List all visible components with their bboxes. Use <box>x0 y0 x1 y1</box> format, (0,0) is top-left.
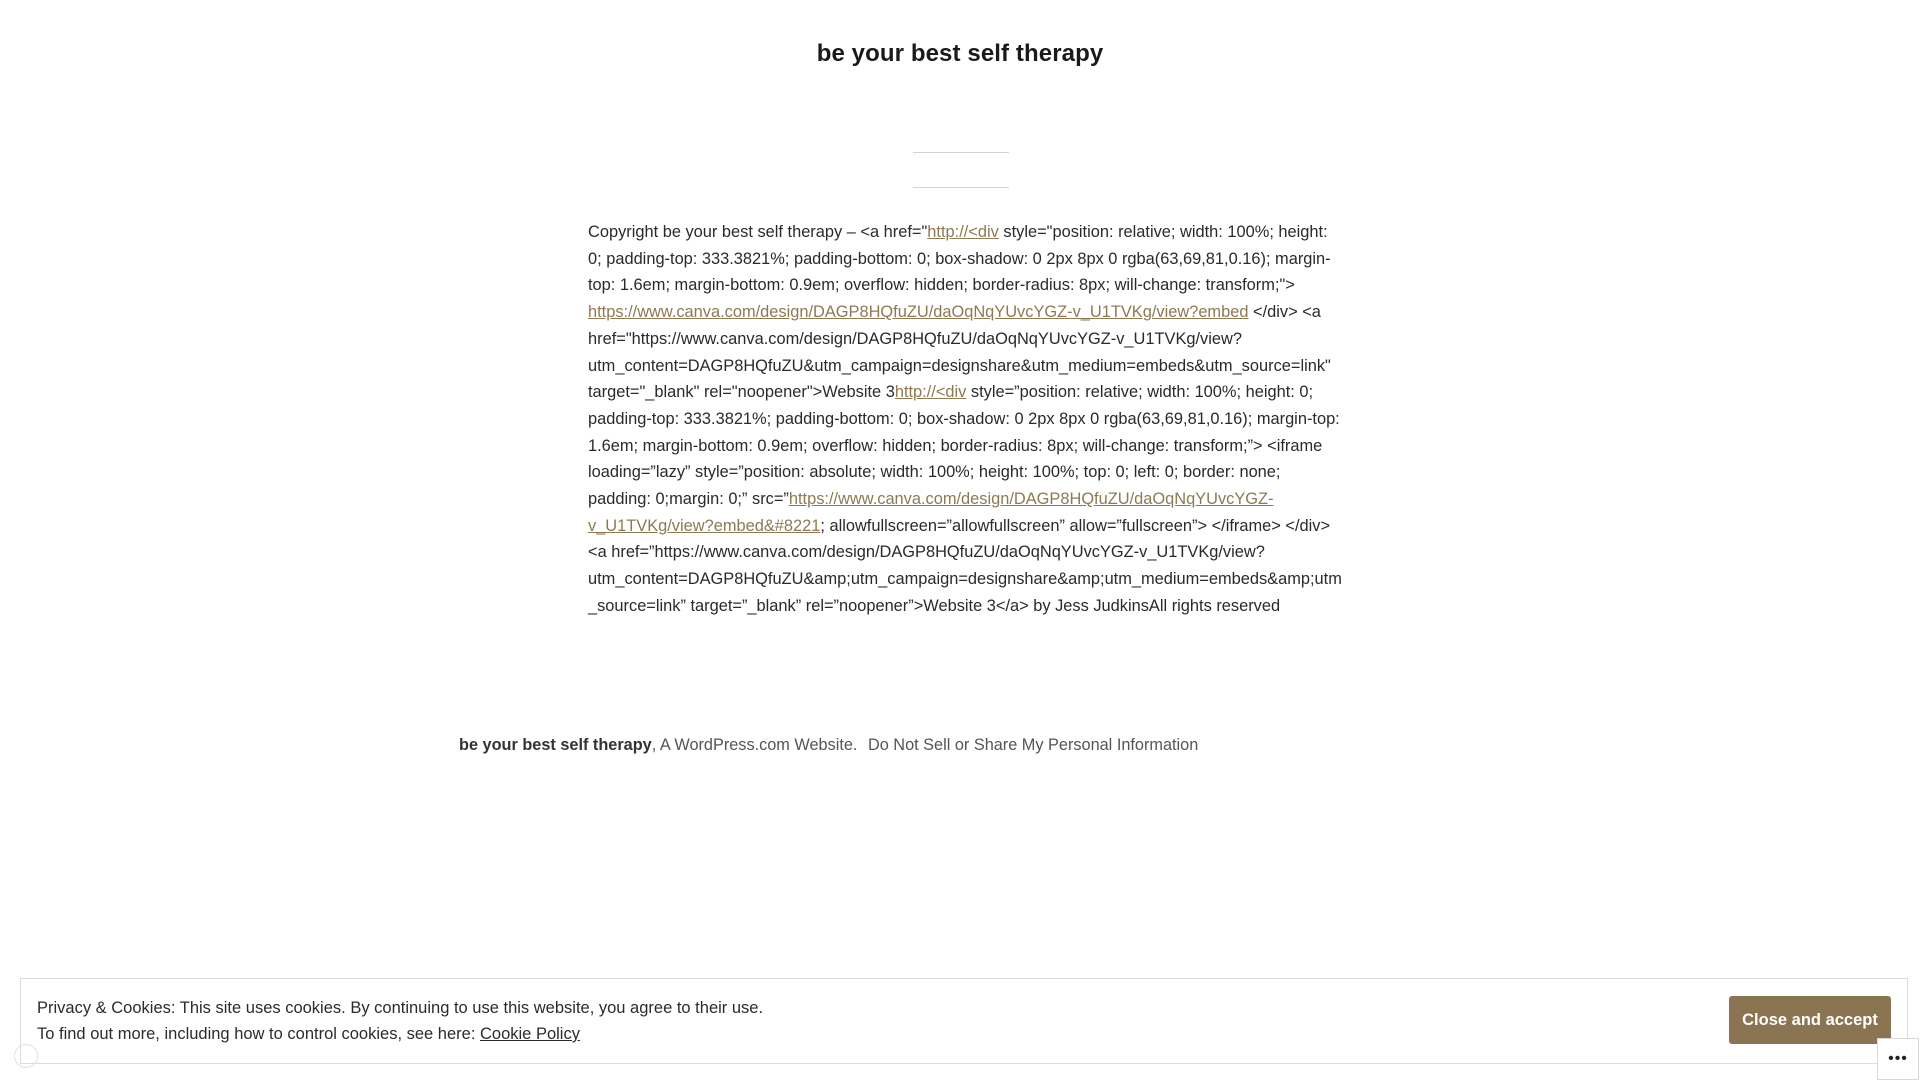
ellipsis-icon: ••• <box>1888 1050 1908 1067</box>
footer-site-link[interactable]: be your best self therapy <box>459 736 652 754</box>
entry-text-3: </div> <a href="https://www.canva.com/design/DAGP8HQfuZU/daOqNqYUvcYGZ-v_U1TVKg/view?utm_content=DAGP8HQfuZU&utm_campaign=designshare&utm_medium=embeds&utm_source=link" target="_blank" rel="noopener">Website 3 <box>588 303 1331 402</box>
more-actions-button[interactable] <box>1877 1038 1919 1080</box>
cookie-notice-text <box>37 995 763 1047</box>
do-not-sell-link[interactable]: Do Not Sell or Share My Personal Information <box>867 736 1199 754</box>
cookie-line-2-prefix: To find out more, including how to control cookies, see here: <box>37 1025 480 1043</box>
close-and-accept-button[interactable]: Close and accept <box>1729 996 1891 1044</box>
separator-top <box>913 152 1009 153</box>
cookie-line-1: Privacy & Cookies: This site uses cookies. By continuing to use this website, you agree to their use. <box>37 999 764 1017</box>
site-title[interactable]: be your best self therapy <box>816 40 1104 67</box>
entry-text-5: ; allowfullscreen=”allowfullscreen” allow=”fullscreen”> </iframe> </div> <a href=”https://www.canva.com/design/DAGP8HQfuZU/daOqNqYUvcYGZ-v_U1TVKg/view?utm_content=DAGP8HQfuZU&amp;utm_campaign=designshare&amp;utm_medium=embeds&amp;utm_source=link” target=”_blank” rel=”noopener”>Website 3</a> by Jess JudkinsAll rights reserved <box>588 516 1342 615</box>
site-footer <box>459 736 1198 755</box>
footer-wordpress-link[interactable]: , A WordPress.com Website. <box>651 736 858 754</box>
cookie-banner <box>20 978 1908 1064</box>
entry-text-2: style="position: relative; width: 100%; height: 0; padding-top: 333.3821%; padding-bottom: 0; box-shadow: 0 2px 8px 0 rgba(63,69,81,0.16); margin-top: 1.6em; margin-bottom: 0.9em; overflow: hidden; border-radius: 8px; will-change: transform;"> <box>588 223 1331 295</box>
entry-content <box>588 219 1344 620</box>
entry-link-2[interactable]: https://www.canva.com/design/DAGP8HQfuZU/daOqNqYUvcYGZ-v_U1TVKg/view?embed <box>588 303 1249 322</box>
entry-text-1: Copyright be your best self therapy – <a href=" <box>588 223 928 241</box>
circle-icon <box>14 1044 38 1068</box>
cookie-policy-link[interactable]: Cookie Policy <box>480 1025 580 1043</box>
separator-bottom <box>913 187 1009 188</box>
entry-link-1[interactable]: http://<div <box>927 223 999 241</box>
entry-link-3[interactable]: http://<div <box>894 383 967 402</box>
entry-link-4[interactable]: https://www.canva.com/design/DAGP8HQfuZU/daOqNqYUvcYGZ-v_U1TVKg/view?embed&#8221 <box>588 490 1274 535</box>
cookie-line-2 <box>37 1021 763 1047</box>
entry-text-4: style=”position: relative; width: 100%; height: 0; padding-top: 333.3821%; padding-bottom: 0; box-shadow: 0 2px 8px 0 rgba(63,69,81,0.16); margin-top: 1.6em; margin-bottom: 0.9em; overflow: hidden; border-radius: 8px; will-change: transform;”> <iframe loading=”lazy” style=”position: absolute; width: 100%; height: 100%; top: 0; left: 0; border: none; padding: 0;margin: 0;” src=” <box>588 383 1340 509</box>
